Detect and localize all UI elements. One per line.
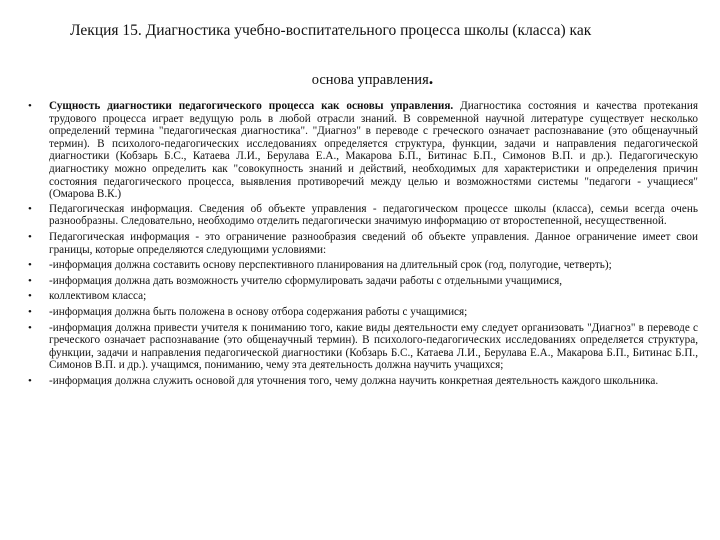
bullet-item xyxy=(28,231,698,256)
bullet-item xyxy=(28,322,698,372)
bullet-icon: • xyxy=(28,230,32,243)
slide-title-line2-text: основа управления xyxy=(311,72,429,88)
bullet-icon: • xyxy=(28,321,32,334)
bullet-icon: • xyxy=(28,259,32,272)
slide-title-line1: Лекция 15. Диагностика учебно-воспитательного процесса школы (класса) как xyxy=(70,22,592,39)
slide-title-line2 xyxy=(0,69,720,89)
bullet-text: -информация должна быть положена в основу отбора содержания работы с учащимися; xyxy=(49,305,468,318)
bullet-text: Диагностика состояния и качества протекания трудового процесса играет ведущую роль в любой отрасли знаний. В современной научной литературе существует несколько определений термина "педагогическая диагностика". "Диагноз" в переводе с греческого означает распознавание (это общенаучный термин). В психолого-педагогических исследованиях определяется структура, функции, задачи и направления педагогической диагностики (Кобзарь Б.С., Катаева Л.И., Берулава Е.А., Макарова Б.П., Битинас Б.П., Симонов В.П. и др.). Педагогическую диагностику можно определить как "совокупность знаний и действий, необходимых для характеристики и определения причин состояния педагогического процесса, выявления противоречий между целью и возможностями системы "педагоги - учащиеся" (Омарова В.К.) xyxy=(49,100,698,201)
bullet-icon: • xyxy=(28,290,32,303)
bullet-bold-text: Сущность диагностики педагогического процесса как основы управления. xyxy=(49,100,454,112)
bullet-text: -информация должна составить основу перспективного планирования на длительный срок (год, полугодие, четверть); xyxy=(49,259,612,272)
bullet-icon: • xyxy=(28,374,32,387)
bullet-icon: • xyxy=(28,274,32,287)
bullet-list xyxy=(28,100,698,387)
bullet-item xyxy=(28,290,698,303)
bullet-icon: • xyxy=(28,100,32,112)
bullet-icon: • xyxy=(28,202,32,215)
bullet-item xyxy=(28,259,698,272)
bullet-item xyxy=(28,100,698,201)
bullet-text: -информация должна привести учителя к пониманию того, какие виды деятельности ему следует организовать "Диагноз" в переводе с греческого означает распознавание (это общенаучный термин). В психолого-педагогических исследованиях определяется структура, функции, задачи и направления педагогической диагностики (Кобзарь Б.С., Катаева Л.И., Берулава Е.А., Макарова Б.П., Битинас Б.П., Симонов В.П. и др.). учащимся, пониманию, чему эта деятельность должна научить учащихся; xyxy=(49,321,698,372)
bullet-icon: • xyxy=(28,305,32,318)
bullet-text: Педагогическая информация - это ограничение разнообразия сведений об объекте управления. Данное ограничение имеет свои границы, которые определяются следующими условиями: xyxy=(49,230,698,256)
bullet-text: -информация должна дать возможность учителю сформулировать задачи работы с отдельными учащимися, xyxy=(49,274,563,287)
bullet-item xyxy=(28,203,698,228)
bullet-text: коллективом класса; xyxy=(49,290,147,303)
bullet-text: -информация должна служить основой для уточнения того, чему должна научить конкретная деятельность каждого школьника. xyxy=(49,374,659,387)
bullet-text: Педагогическая информация. Сведения об объекте управления - педагогическом процессе школы (класса), семьи всегда очень разнообразны. Следовательно, необходимо отделить педагогически значимую информацию от второстепенной, несущественной. xyxy=(49,202,698,228)
bullet-item xyxy=(28,275,698,288)
slide-title-dot: . xyxy=(428,68,434,88)
bullet-item xyxy=(28,375,698,388)
bullet-item xyxy=(28,306,698,319)
